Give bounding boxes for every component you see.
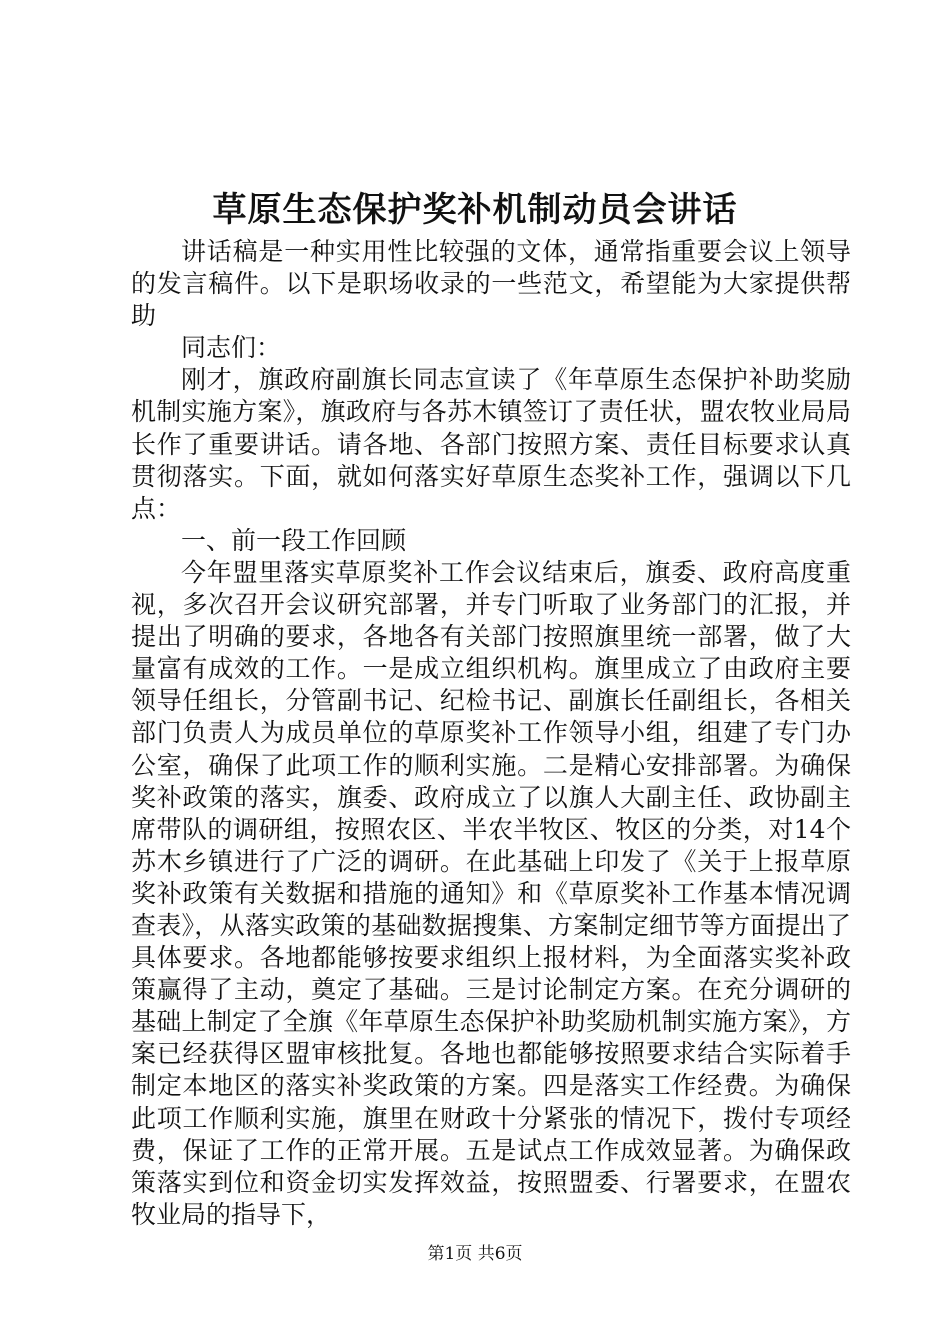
page-number-footer: 第1页 共6页 bbox=[427, 1244, 523, 1264]
section-heading: 一、前一段工作回顾 bbox=[181, 525, 407, 555]
opening-paragraph: 刚才，旗政府副旗长同志宣读了《年草原生态保护补助奖励机制实施方案》，旗政府与各苏木镇签订了责任状，盟农牧业局局长作了重要讲话。请各地、各部门按照方案、责任目标要求认真贯彻落实。下面，就如何落实好草原生态奖补工作，强调以下几点： bbox=[131, 365, 851, 523]
review-paragraph: 今年盟里落实草原奖补工作会议结束后，旗委、政府高度重视，多次召开会议研究部署，并专门听取了业务部门的汇报，并提出了明确的要求，各地各有关部门按照旗里统一部署，做了大量富有成效的工作。一是成立组织机构。旗里成立了由政府主要领导任组长，分管副书记、纪检书记、副旗长任副组长，各相关部门负责人为成员单位的草原奖补工作领导小组，组建了专门办公室，确保了此项工作的顺利实施。二是精心安排部署。为确保奖补政策的落实，旗委、政府成立了以旗人大副主任、政协副主席带队的调研组，按照农区、半农半牧区、牧区的分类，对14个苏木乡镇进行了广泛的调研。在此基础上印发了《关于上报草原奖补政策有关数据和措施的通知》和《草原奖补工作基本情况调查表》，从落实政策的基础数据搜集、方案制定细节等方面提出了具体要求。各地都能够按要求组织上报材料，为全面落实奖补政策赢得了主动，奠定了基础。三是讨论制定方案。在充分调研的基础上制定了全旗《年草原生态保护补助奖励机制实施方案》，方案已经获得区盟审核批复。各地也都能够按照要求结合实际着手制定本地区的落实补奖政策的方案。四是落实工作经费。为确保此项工作顺利实施，旗里在财政十分紧张的情况下，拨付专项经费，保证了工作的正常开展。五是试点工作成效显著。为确保政策落实到位和资金切实发挥效益，按照盟委、行署要求，在盟农牧业局的指导下， bbox=[131, 557, 851, 1229]
intro-paragraph: 讲话稿是一种实用性比较强的文体，通常指重要会议上领导的发言稿件。以下是职场收录的一些范文，希望能为大家提供帮助 bbox=[131, 237, 851, 331]
document-body bbox=[131, 236, 851, 1231]
salutation: 同志们： bbox=[181, 333, 282, 363]
document-title: 草原生态保护奖补机制动员会讲话 bbox=[212, 190, 738, 230]
